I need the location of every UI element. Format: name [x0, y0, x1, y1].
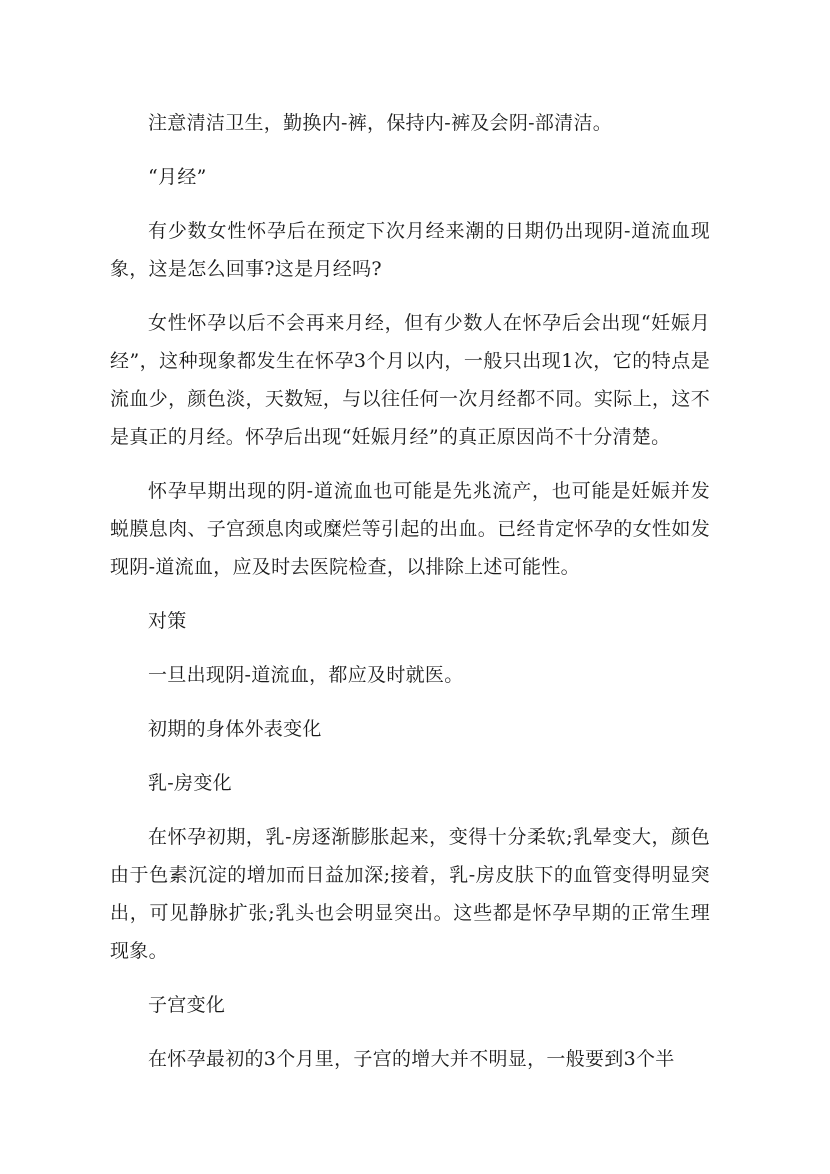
- paragraph-breast-changes: 在怀孕初期，乳-房逐渐膨胀起来，变得十分柔软;乳晕变大，颜色由于色素沉淀的增加而日益加深;接着，乳-房皮肤下的血管变得明显突出，可见静脉扩张;乳头也会明显突出。这些都是怀孕早期的正常生理现象。: [110, 826, 710, 962]
- paragraph-early-bleeding: 怀孕早期出现的阴-道流血也可能是先兆流产，也可能是妊娠并发蜕膜息肉、子宫颈息肉或糜烂等引起的出血。已经肯定怀孕的女性如发现阴-道流血，应及时去医院检查，以排除上述可能性。: [110, 480, 710, 578]
- heading-body-changes: 初期的身体外表变化: [148, 718, 322, 740]
- heading-uterus-changes: 子宫变化: [148, 994, 226, 1016]
- heading-breast-changes: 乳-房变化: [148, 772, 232, 794]
- heading-countermeasure: 对策: [148, 610, 187, 632]
- paragraph-seek-medical: 一旦出现阴-道流血，都应及时就医。: [148, 664, 464, 686]
- document-body: [110, 104, 710, 1094]
- paragraph-pregnancy-menstruation: 女性怀孕以后不会再来月经，但有少数人在怀孕后会出现“妊娠月经”，这种现象都发生在怀孕3个月以内，一般只出现1次，它的特点是流血少，颜色淡，天数短，与以往任何一次月经都不同。实际上，这不是真正的月经。怀孕后出现“妊娠月经”的真正原因尚不十分清楚。: [110, 312, 710, 448]
- heading-menstruation: “月经”: [148, 166, 207, 188]
- paragraph-question: 有少数女性怀孕后在预定下次月经来潮的日期仍出现阴-道流血现象，这是怎么回事?这是月经吗?: [110, 220, 710, 280]
- paragraph-uterus-changes: 在怀孕最初的3个月里，子宫的增大并不明显，一般要到3个半: [148, 1048, 675, 1070]
- paragraph-hygiene: 注意清洁卫生，勤换内-裤，保持内-裤及会阴-部清洁。: [148, 112, 613, 134]
